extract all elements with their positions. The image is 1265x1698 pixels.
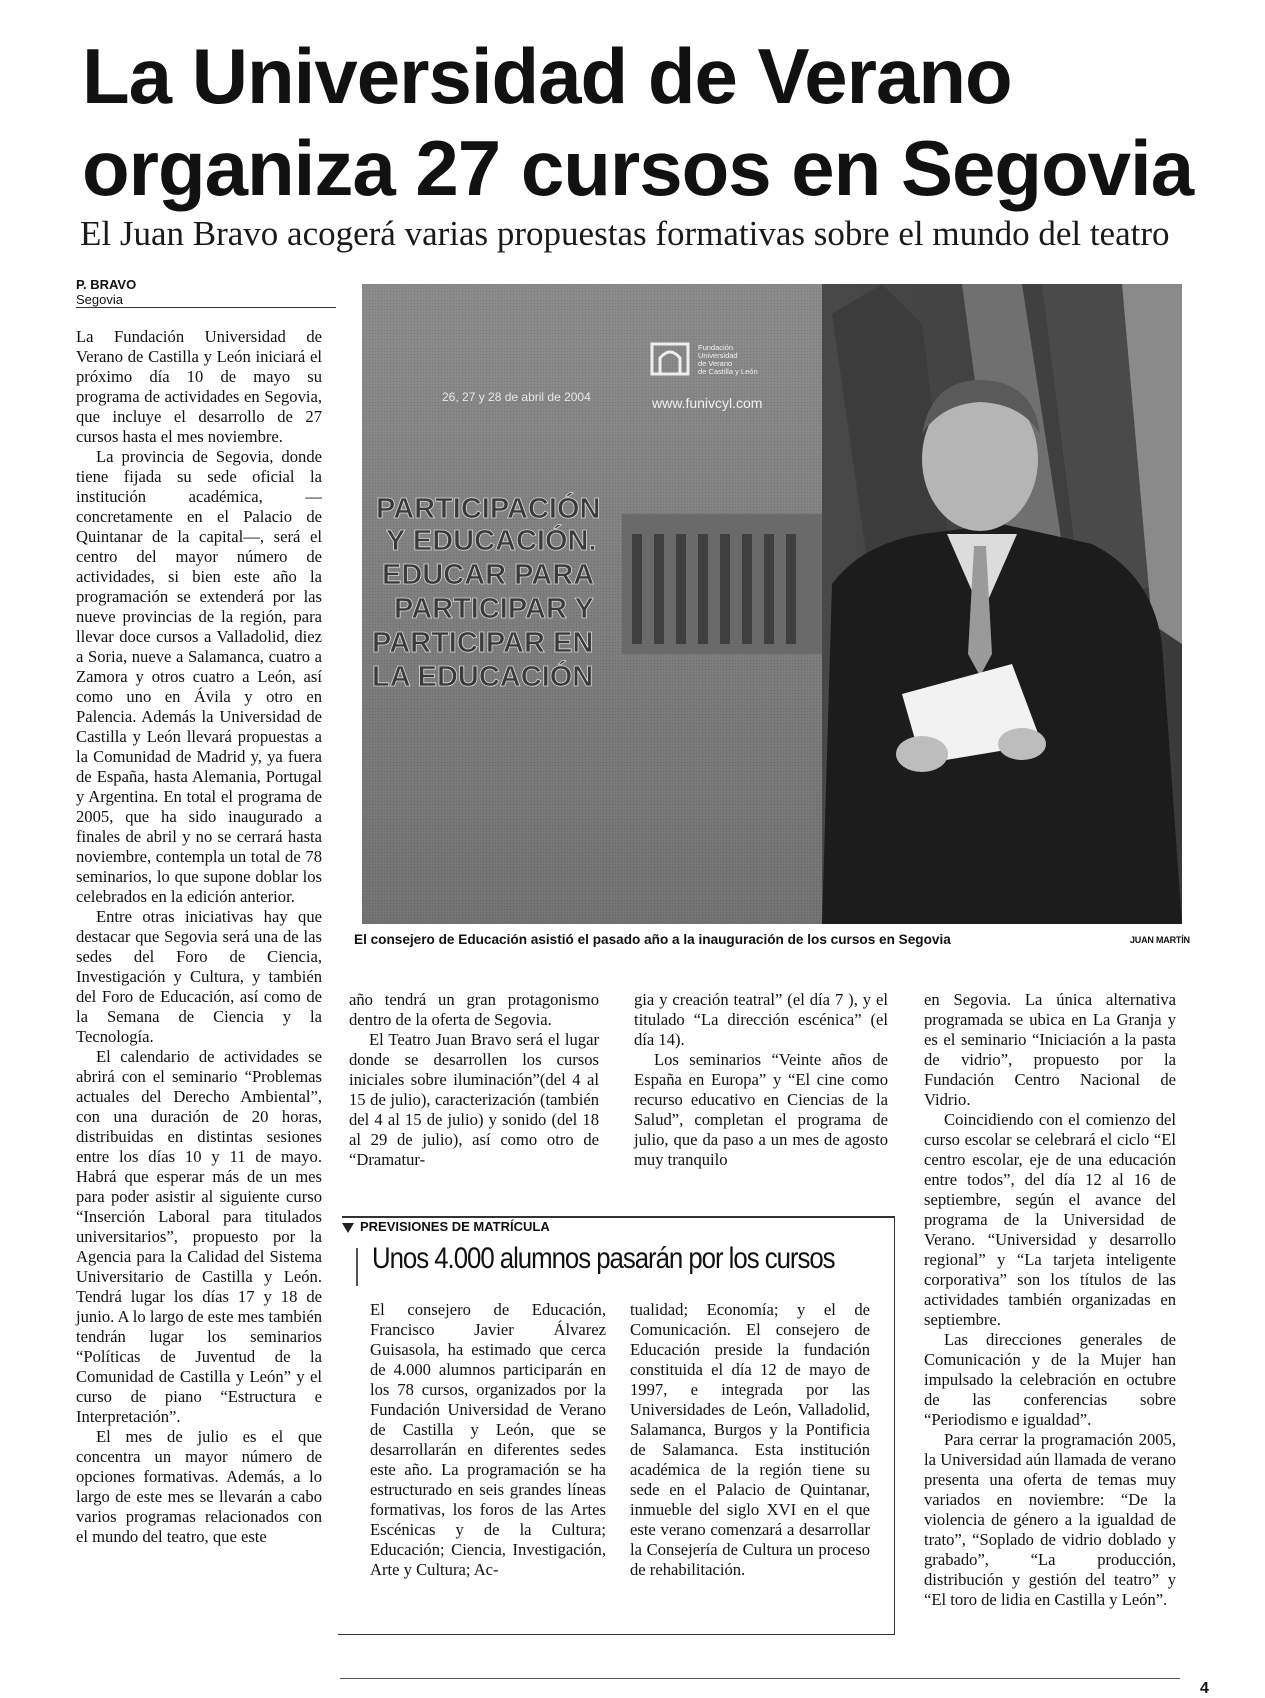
aqueduct-image: [622, 514, 822, 654]
slogan-line: Y EDUCACIÓN.: [386, 525, 597, 557]
paragraph: Para cerrar la programación 2005, la Universidad aún llamada de verano presenta una oferta de temas muy variados en noviembre: “De la violencia de género a la igualdad de trato”, “Soplado de vidrio doblado y grabado”, “La producción, distribución y gestión del teatro” y “El toro de lidia en Castilla y León”.: [924, 1430, 1176, 1609]
location: Segovia: [76, 292, 123, 307]
headline: [82, 30, 1202, 214]
paragraph: Las direcciones generales de Comunicación y de la Mujer han impulsado la celebración en octubre de las conferencias sobre “Periodismo e igualdad”.: [924, 1330, 1176, 1429]
photo-credit: JUAN MARTÍN: [1130, 935, 1190, 945]
sidebar-column-1: [370, 1300, 606, 1580]
paragraph: El mes de julio es el que concentra un mayor número de opciones formativas. Además, a lo largo de este mes se llevarán a cabo varios programas relacionados con el mundo del teatro, que este: [76, 1427, 322, 1546]
page-mark: 4: [1200, 1680, 1209, 1697]
byline: [76, 278, 336, 308]
paragraph: año tendrá un gran protagonismo dentro de la oferta de Segovia.: [349, 990, 599, 1029]
sidebar-column-2: [630, 1300, 870, 1580]
paragraph: gia y creación teatral” (el día 7 ), y el titulado “La dirección escénica” (el día 14).: [634, 990, 888, 1049]
paragraph: La provincia de Segovia, donde tiene fijada su sede oficial la institución académica, —concretamente en el Palacio de Quintanar de la capital—, será el centro del mayor número de actividades, si bien este año la programación se extenderá por las nueve provincias de la región, para llevar doce cursos a Valladolid, diez a Soria, nueve a Salamanca, cuatro a Zamora y otros cuatro a León, así como uno en Ávila y otro en Palencia. Además la Universidad de Castilla y León llevará propuestas a la Comunidad de Madrid y, ya fuera de España, hasta Alemania, Portugal y Argentina. En total el programa de 2005, que ha sido inaugurado a finales de abril y no se cerrará hasta noviembre, contempla un total de 78 seminarios, lo que supone doblar los celebrados en la edición anterior.: [76, 447, 322, 906]
headline-line-1: La Universidad de Verano: [82, 32, 1012, 120]
slogan-line: EDUCAR PARA: [382, 559, 595, 591]
triangle-down-icon: [342, 1223, 354, 1233]
banner-org-text: Fundación Universidad de Verano de Castilla y León: [698, 343, 758, 376]
slogan-line: LA EDUCACIÓN: [372, 661, 594, 693]
paragraph: Coincidiendo con el comienzo del curso escolar se celebrará el ciclo “El centro escolar, eje de una educación entre todos”, del día 12 al 16 de septiembre, según el avance del programa de la Universidad de Verano. “Universidad y desarrollo regional” y “La tarjeta inteligente corporativa” son los títulos de las actividades también organizadas en septiembre.: [924, 1110, 1176, 1329]
body-column-4: [924, 990, 1176, 1610]
banner-date: 26, 27 y 28 de abril de 2004: [442, 390, 591, 404]
sidebar-kicker-label: PREVISIONES DE MATRÍCULA: [360, 1219, 550, 1234]
headline-line-2: organiza 27 cursos en Segovia: [82, 124, 1194, 212]
paragraph: El Teatro Juan Bravo será el lugar donde se desarrollen los cursos iniciales sobre iluminación”(del 4 al 15 de julio), caracterización (también del 4 al 15 de julio) y sonido (del 18 al 29 de julio), así como otro de “Dramatur-: [349, 1030, 599, 1169]
subheadline: El Juan Bravo acogerá varias propuestas formativas sobre el mundo del teatro: [80, 214, 1170, 253]
sidebar-kicker: [342, 1216, 894, 1234]
sidebar-title: Unos 4.000 alumnos pasarán por los cursos: [372, 1242, 835, 1275]
bottom-rule: [340, 1678, 1180, 1679]
body-column-2: [349, 990, 599, 1170]
slogan-line: PARTICIPAR Y: [394, 593, 594, 625]
sidebar-title-rule: [356, 1248, 358, 1286]
banner-url: www.funivcyl.com: [652, 395, 763, 411]
slogan-line: PARTICIPACIÓN: [376, 493, 601, 525]
author: P. BRAVO: [76, 277, 137, 292]
paragraph: El consejero de Educación, Francisco Javier Álvarez Guisasola, ha estimado que cerca de 4.000 alumnos participarán en los 78 cursos, organizados por la Fundación Universidad de Verano de Castilla y León, que se desarrollarán en diferentes sedes este año. La programación se ha estructurado en seis grandes líneas formativas, los foros de las Artes Escénicas y de la Cultura; Educación; Ciencia, Investigación, Arte y Cultura; Ac-: [370, 1300, 606, 1579]
paragraph: La Fundación Universidad de Verano de Castilla y León iniciará el próximo día 10 de mayo su programa de actividades en Segovia, que incluye el desarrollo de 27 cursos hasta el mes noviembre.: [76, 327, 322, 446]
body-column-1: [76, 327, 322, 1547]
photo-caption: El consejero de Educación asistió el pasado año a la inauguración de los cursos en Segovia: [354, 932, 951, 947]
paragraph: en Segovia. La única alternativa programada se ubica en La Granja y es el seminario “Iniciación a la pasta de vidrio”, propuesto por la Fundación Centro Nacional de Vidrio.: [924, 990, 1176, 1109]
paragraph: El calendario de actividades se abrirá con el seminario “Problemas actuales del Derecho Ambiental”, con una duración de 20 horas, distribuidas en distintas sesiones entre los días 10 y 11 de mayo. Habrá que esperar más de un mes para poder asistir al siguiente curso “Inserción Laboral para titulados universitarios”, propuesto por la Agencia para la Calidad del Sistema Universitario de Castilla y León. Tendrá lugar los días 17 y 18 de junio. A lo largo de este mes también tendrán lugar los seminarios “Políticas de Juventud de la Comunidad de Castilla y León” y el curso de piano “Estructura e Interpretación”.: [76, 1047, 322, 1426]
body-column-3: [634, 990, 888, 1170]
paragraph: Entre otras iniciativas hay que destacar que Segovia será una de las sedes del Foro de Ciencia, Investigación y Cultura, y también del Foro de Educación, así como de la Semana de Ciencia y la Tecnología.: [76, 907, 322, 1046]
slogan-line: PARTICIPAR EN: [372, 627, 594, 659]
event-photo: [362, 284, 1182, 924]
paragraph: Los seminarios “Veinte años de España en Europa” y “El cine como recurso educativo en Ciencias de la Salud”, completan el programa de julio, que da paso a un mes de agosto muy tranquilo: [634, 1050, 888, 1169]
paragraph: tualidad; Economía; y el de Comunicación. El consejero de Educación preside la fundación constituida el día 12 de mayo de 1997, e integrada por las Universidades de León, Valladolid, Salamanca, Burgos y la Pontificia de Salamanca. Esta institución académica de la región tiene su sede en el Palacio de Quintanar, inmueble del siglo XVI en el que este verano comenzará a desarrollar la Consejería de Cultura un proceso de rehabilitación.: [630, 1300, 870, 1579]
